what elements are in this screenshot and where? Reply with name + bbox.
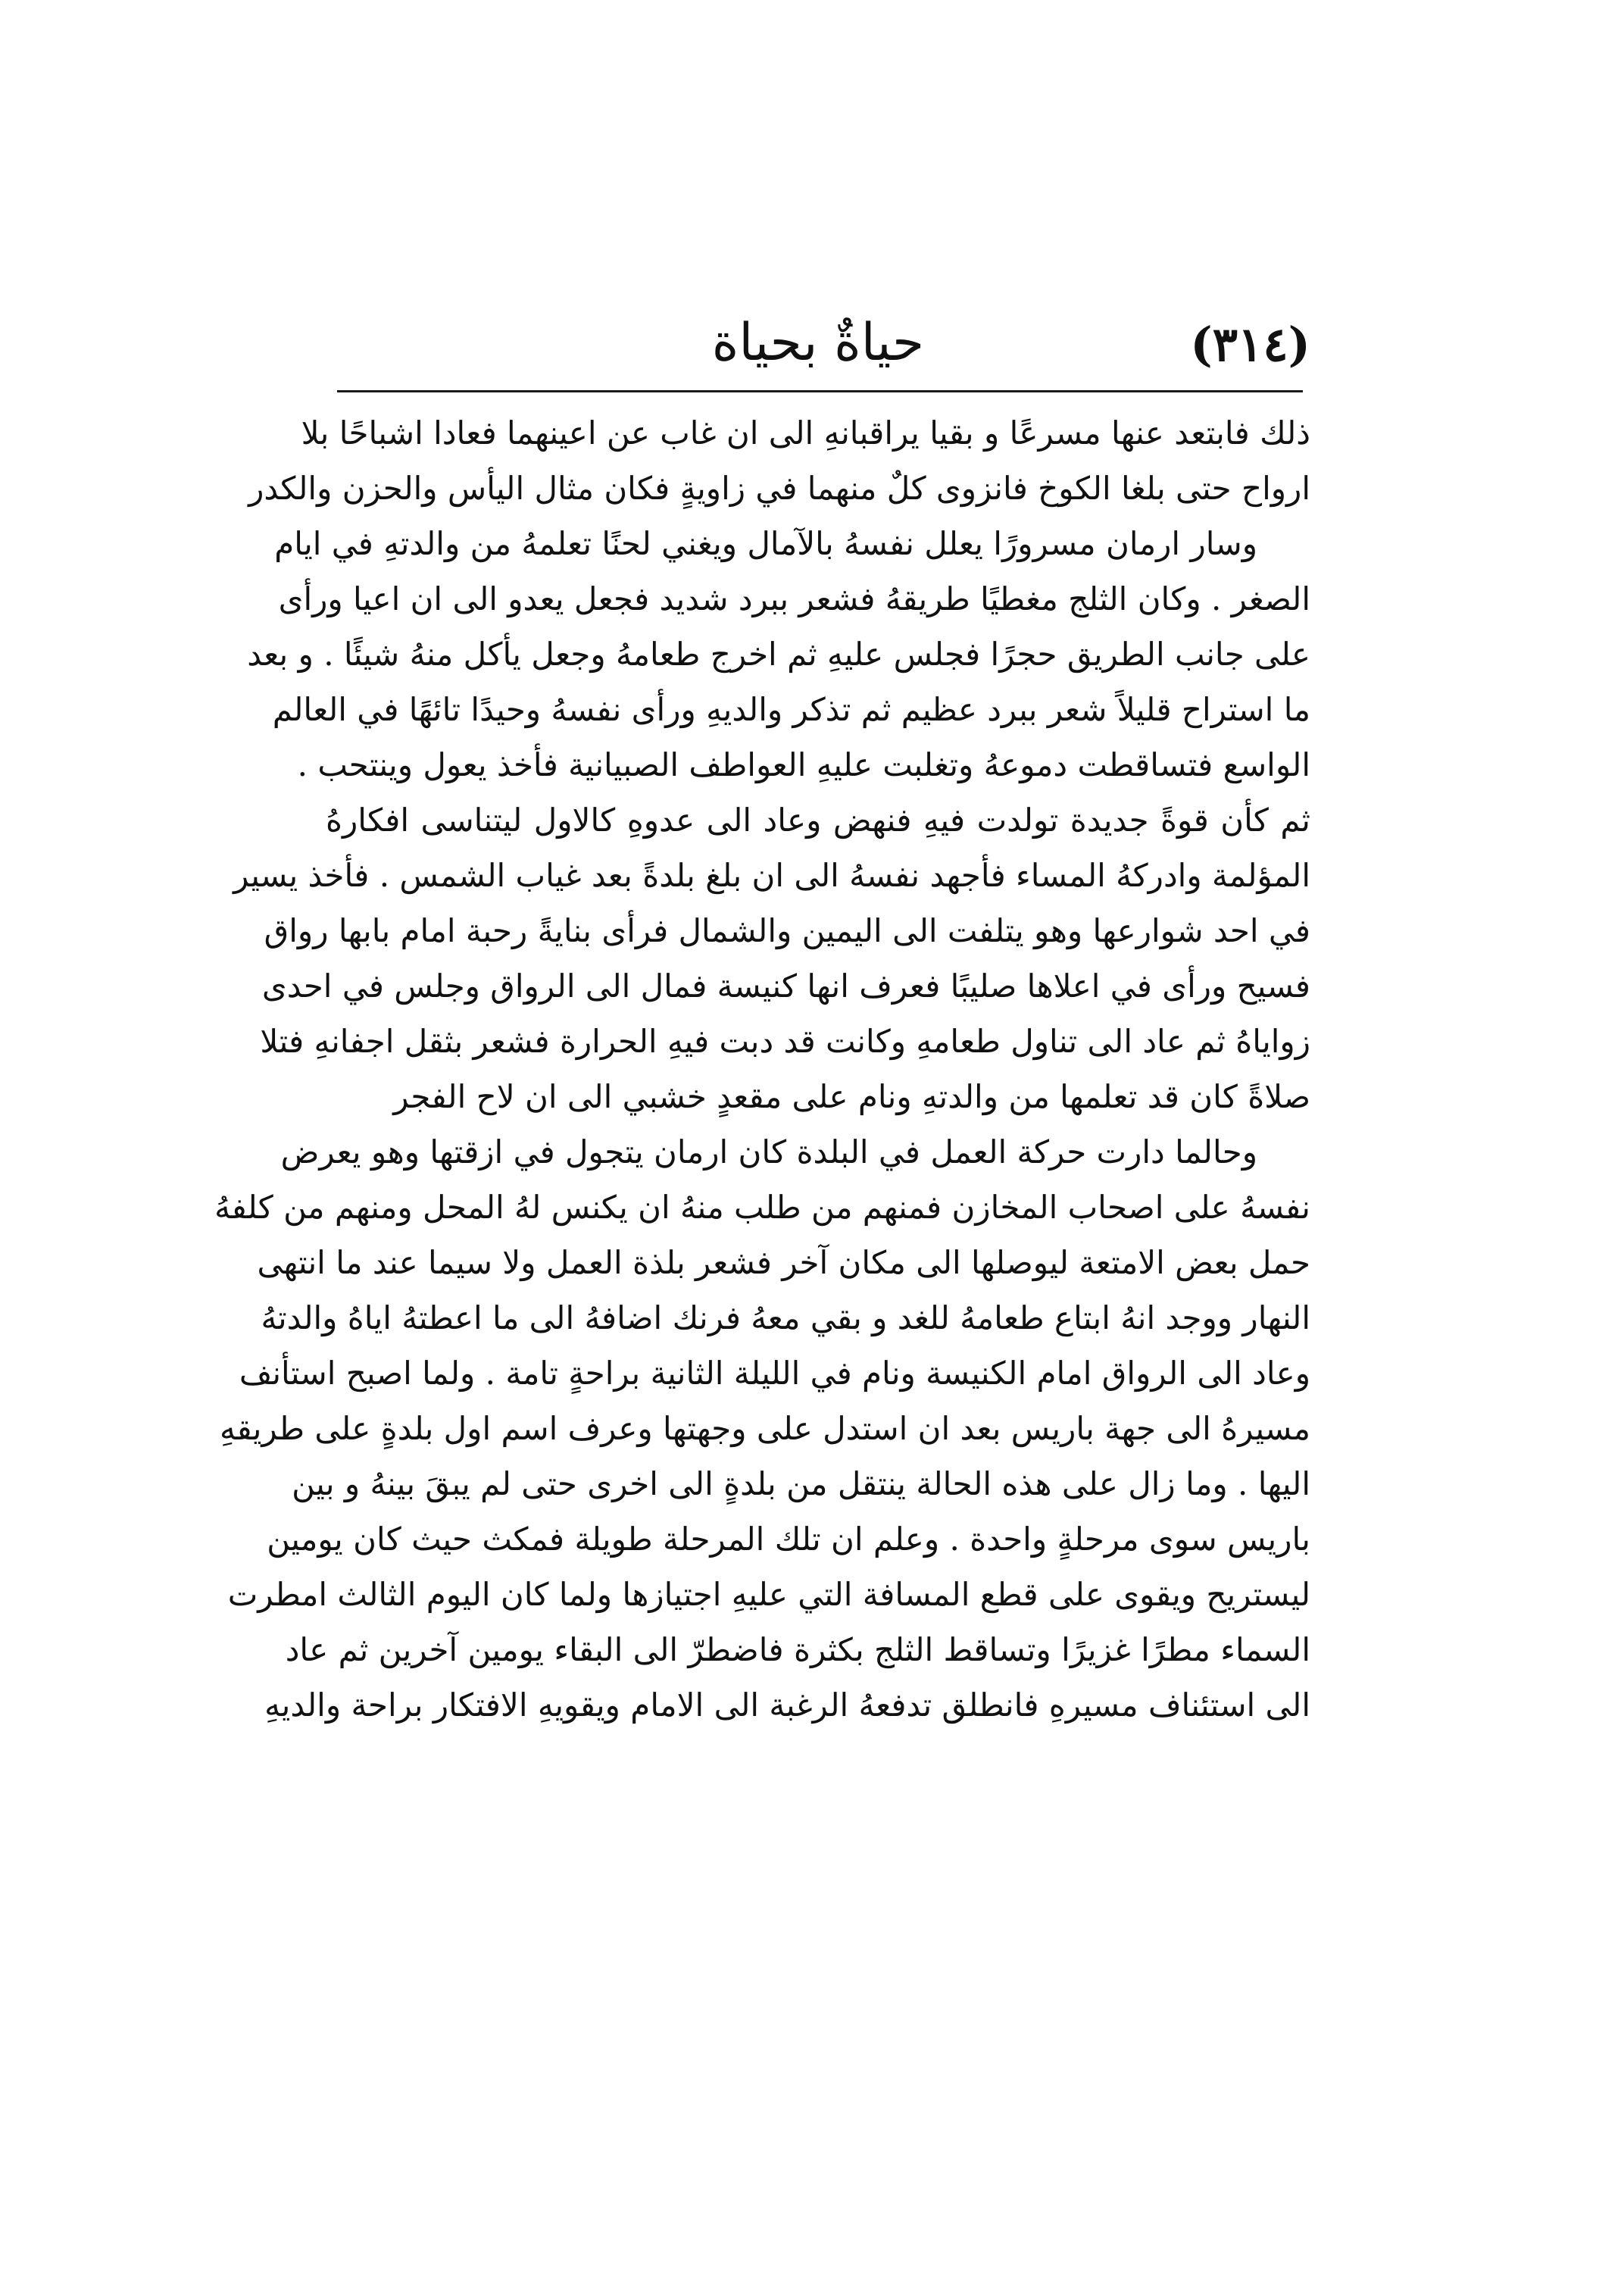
text-line: ثم كأن قوةً جديدة تولدت فيهِ فنهض وعاد الى عدوهِ كالاول ليتناسى افكارهُ	[326, 802, 1310, 839]
text-line: مسيرهُ الى جهة باريس بعد ان استدل على وجهتها وعرف اسم اول بلدةٍ على طريقهِ	[219, 1410, 1310, 1447]
text-line: ما استراح قليلاً شعر ببرد عظيم ثم تذكر والديهِ ورأى نفسهُ وحيدًا تائهًا في العالم	[272, 691, 1310, 728]
text-line: وحالما دارت حركة العمل في البلدة كان ارمان يتجول في ازقتها وهو يعرض	[280, 1133, 1257, 1171]
text-line: اليها . وما زال على هذه الحالة ينتقل من بلدةٍ الى اخرى حتى لم يبقَ بينهُ و بين	[292, 1465, 1310, 1502]
body-text	[214, 405, 1310, 1733]
text-line: ليستريح ويقوى على قطع المسافة التي عليهِ اجتيازها ولما كان اليوم الثالث امطرت	[227, 1576, 1310, 1613]
text-line: النهار ووجد انهُ ابتاع طعامهُ للغد و بقي معهُ فرنك اضافهُ الى ما اعطتهُ اياهُ والدتهُ	[261, 1299, 1310, 1336]
text-line: على جانب الطريق حجرًا فجلس عليهِ ثم اخرج طعامهُ وجعل يأكل منهُ شيئًا . و بعد	[247, 636, 1310, 673]
text-line: صلاةً كان قد تعلمها من والدتهِ ونام على مقعدٍ خشبي الى ان لاح الفجر	[393, 1078, 1310, 1115]
header-rule	[337, 390, 1303, 392]
text-line: الصغر . وكان الثلج مغطيًا طريقهُ فشعر ببرد شديد فجعل يعدو الى ان اعيا ورأى	[278, 580, 1310, 617]
text-line: ذلك فابتعد عنها مسرعًا و بقيا يراقبانهِ الى ان غاب عن اعينهما فعادا اشباحًا بلا	[301, 414, 1310, 452]
text-line: في احد شوارعها وهو يتلفت الى اليمين والشمال فرأى بنايةً رحبة امام بابها رواق	[264, 912, 1310, 949]
text-line: وسار ارمان مسرورًا يعلل نفسهُ بالآمال ويغني لحنًا تعلمهُ من والدتهِ في ايام	[274, 525, 1257, 562]
text-line: ارواح حتى بلغا الكوخ فانزوى كلٌ منهما في زاويةٍ فكان مثال اليأس والحزن والكدر	[248, 470, 1310, 507]
text-line: باريس سوى مرحلةٍ واحدة . وعلم ان تلك المرحلة طويلة فمكث حيث كان يومين	[267, 1521, 1310, 1558]
text-line: السماء مطرًا غزيرًا وتساقط الثلج بكثرة فاضطرّ الى البقاء يومين آخرين ثم عاد	[285, 1631, 1310, 1668]
text-line: وعاد الى الرواق امام الكنيسة ونام في الليلة الثانية براحةٍ تامة . ولما اصبح استأنف	[239, 1355, 1310, 1392]
text-line: فسيح ورأى في اعلاها صليبًا فعرف انها كنيسة فمال الى الرواق وجلس في احدى	[261, 967, 1310, 1005]
text-line: الى استئناف مسيرهِ فانطلق تدفعهُ الرغبة الى الامام ويقويهِ الافتكار براحة والديهِ	[264, 1686, 1310, 1724]
text-line: نفسهُ على اصحاب المخازن فمنهم من طلب منهُ ان يكنس لهُ المحل ومنهم من كلفهُ	[214, 1189, 1310, 1226]
text-line: زواياهُ ثم عاد الى تناول طعامهِ وكانت قد دبت فيهِ الحرارة فشعر بثقل اجفانهِ فتلا	[260, 1023, 1310, 1060]
page-header	[333, 307, 1310, 390]
text-line: الواسع فتساقطت دموعهُ وتغلبت عليهِ العواطف الصبيانية فأخذ يعول وينتحب .	[297, 746, 1310, 783]
running-title: حياةٌ بحياة	[711, 313, 924, 373]
page-number: (٣١٤)	[1190, 317, 1310, 372]
text-line: حمل بعض الامتعة ليوصلها الى مكان آخر فشعر بلذة العمل ولا سيما عند ما انتهى	[257, 1244, 1310, 1281]
text-line: المؤلمة وادركهُ المساء فأجهد نفسهُ الى ان بلغ بلدةً بعد غياب الشمس . فأخذ يسير	[233, 857, 1310, 894]
